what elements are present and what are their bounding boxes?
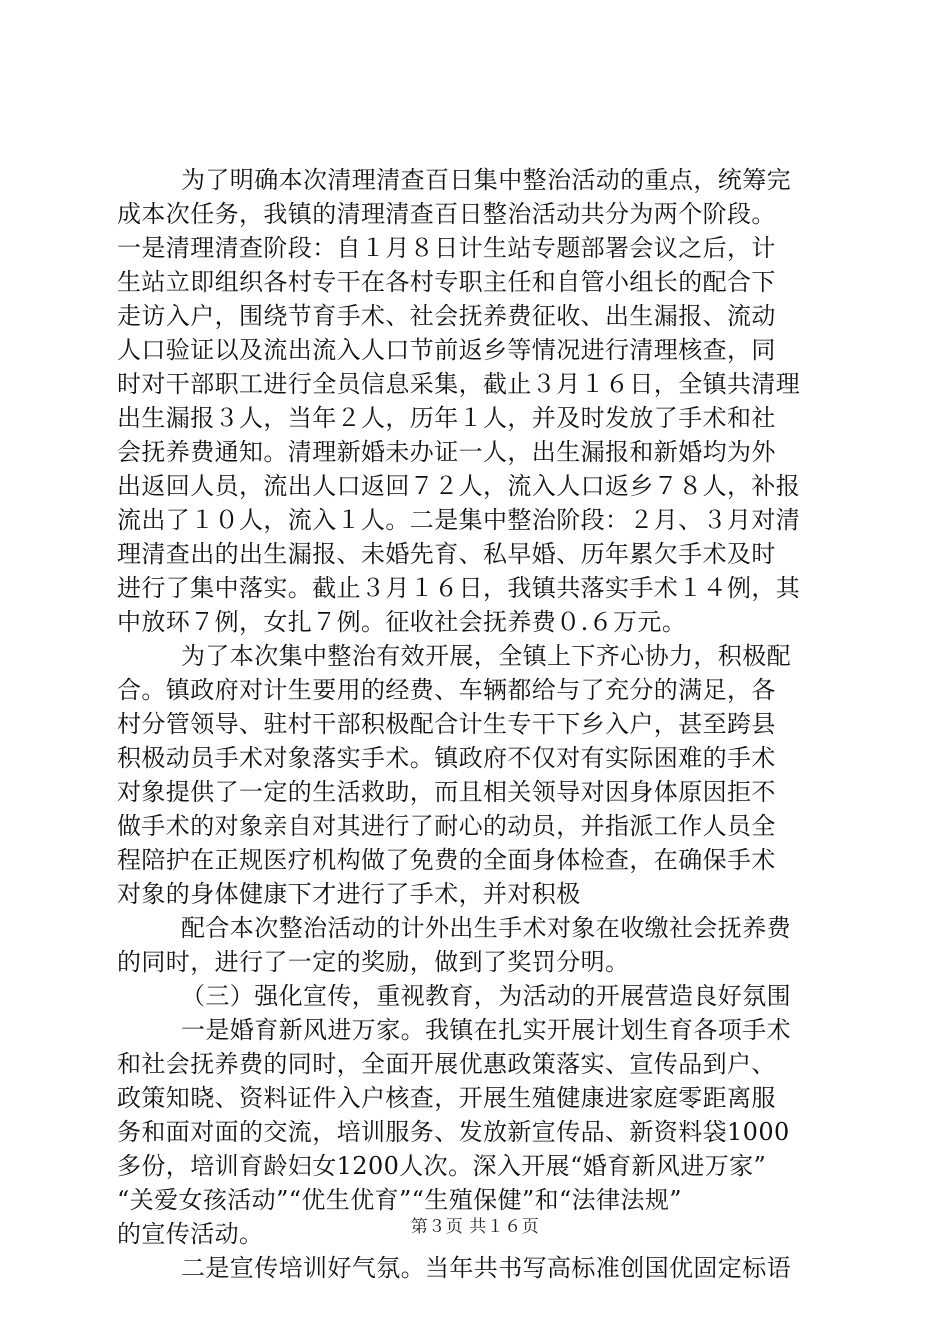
text-line: 一是清理清查阶段：自１月８日计生站专题部署会议之后，计 (117, 234, 776, 262)
text-line: 理清查出的出生漏报、未婚先育、私早婚、历年累欠手术及时 (117, 540, 776, 568)
document-body (117, 163, 839, 1285)
text-line: 为了本次集中整治有效开展，全镇上下齐心协力，积极配 (181, 642, 791, 670)
text-line: 中放环７例，女扎７例。征收社会抚养费０.６万元。 (117, 608, 687, 636)
text-line: 会抚养费通知。清理新婚未办证一人，出生漏报和新婚均为外 (117, 438, 776, 466)
text-line: 村分管领导、驻村干部积极配合计生专干下乡入户，甚至跨县 (117, 710, 776, 738)
text-line: 出返回人员，流出人口返回７２人，流入人口返乡７８人，补报 (117, 472, 801, 500)
text-line: 合。镇政府对计生要用的经费、车辆都给与了充分的满足，各 (117, 676, 776, 704)
text-line: 时对干部职工进行全员信息采集，截止３月１６日，全镇共清理 (117, 370, 801, 398)
text-line: 多份，培训育龄妇女1200人次。深入开展“婚育新风进万家” (117, 1152, 767, 1180)
text-line: 二是宣传培训好气氛。当年共书写高标准创国优固定标语 (181, 1254, 791, 1282)
text-line: 积极动员手术对象落实手术。镇政府不仅对有实际困难的手术 (117, 744, 776, 772)
text-line: 和社会抚养费的同时，全面开展优惠政策落实、宣传品到户、 (117, 1050, 776, 1078)
text-line: 进行了集中落实。截止３月１６日，我镇共落实手术１４例，其 (117, 574, 801, 602)
text-line: “关爱女孩活动”“优生优育”“生殖保健”和“法律法规” (117, 1186, 682, 1214)
text-line: 的同时，进行了一定的奖励，做到了奖罚分明。 (117, 948, 630, 976)
page-number-footer: 第３页 共１６页 (410, 1217, 540, 1237)
text-line: 做手术的对象亲自对其进行了耐心的动员，并指派工作人员全 (117, 812, 776, 840)
text-line: 对象的身体健康下才进行了手术，并对积极 (117, 880, 581, 908)
text-line: 程陪护在正规医疗机构做了免费的全面身体检查，在确保手术 (117, 846, 776, 874)
text-line: 的宣传活动。 (117, 1220, 264, 1248)
text-line: 人口验证以及流出流入人口节前返乡等情况进行清理核查，同 (117, 336, 776, 364)
text-line: 政策知晓、资料证件入户核查，开展生殖健康进家庭零距离服 (117, 1084, 776, 1112)
text-line: 配合本次整治活动的计外出生手术对象在收缴社会抚养费 (181, 914, 791, 942)
section-heading: （三）强化宣传，重视教育，为活动的开展营造良好氛围 (181, 982, 791, 1010)
text-line: 成本次任务，我镇的清理清查百日整治活动共分为两个阶段。 (117, 200, 776, 228)
text-line: 务和面对面的交流，培训服务、发放新宣传品、新资料袋1000 (117, 1118, 790, 1146)
text-line: 对象提供了一定的生活救助，而且相关领导对因身体原因拒不 (117, 778, 776, 806)
text-line: 流出了１０人，流入１人。二是集中整治阶段：２月、３月对清 (117, 506, 801, 534)
text-line: 一是婚育新风进万家。我镇在扎实开展计划生育各项手术 (181, 1016, 791, 1044)
text-line: 出生漏报３人，当年２人，历年１人，并及时发放了手术和社 (117, 404, 776, 432)
text-line: 走访入户，围绕节育手术、社会抚养费征收、出生漏报、流动 (117, 302, 776, 330)
text-line: 生站立即组织各村专干在各村专职主任和自管小组长的配合下 (117, 268, 776, 296)
text-line: 为了明确本次清理清查百日集中整治活动的重点，统筹完 (181, 166, 791, 194)
